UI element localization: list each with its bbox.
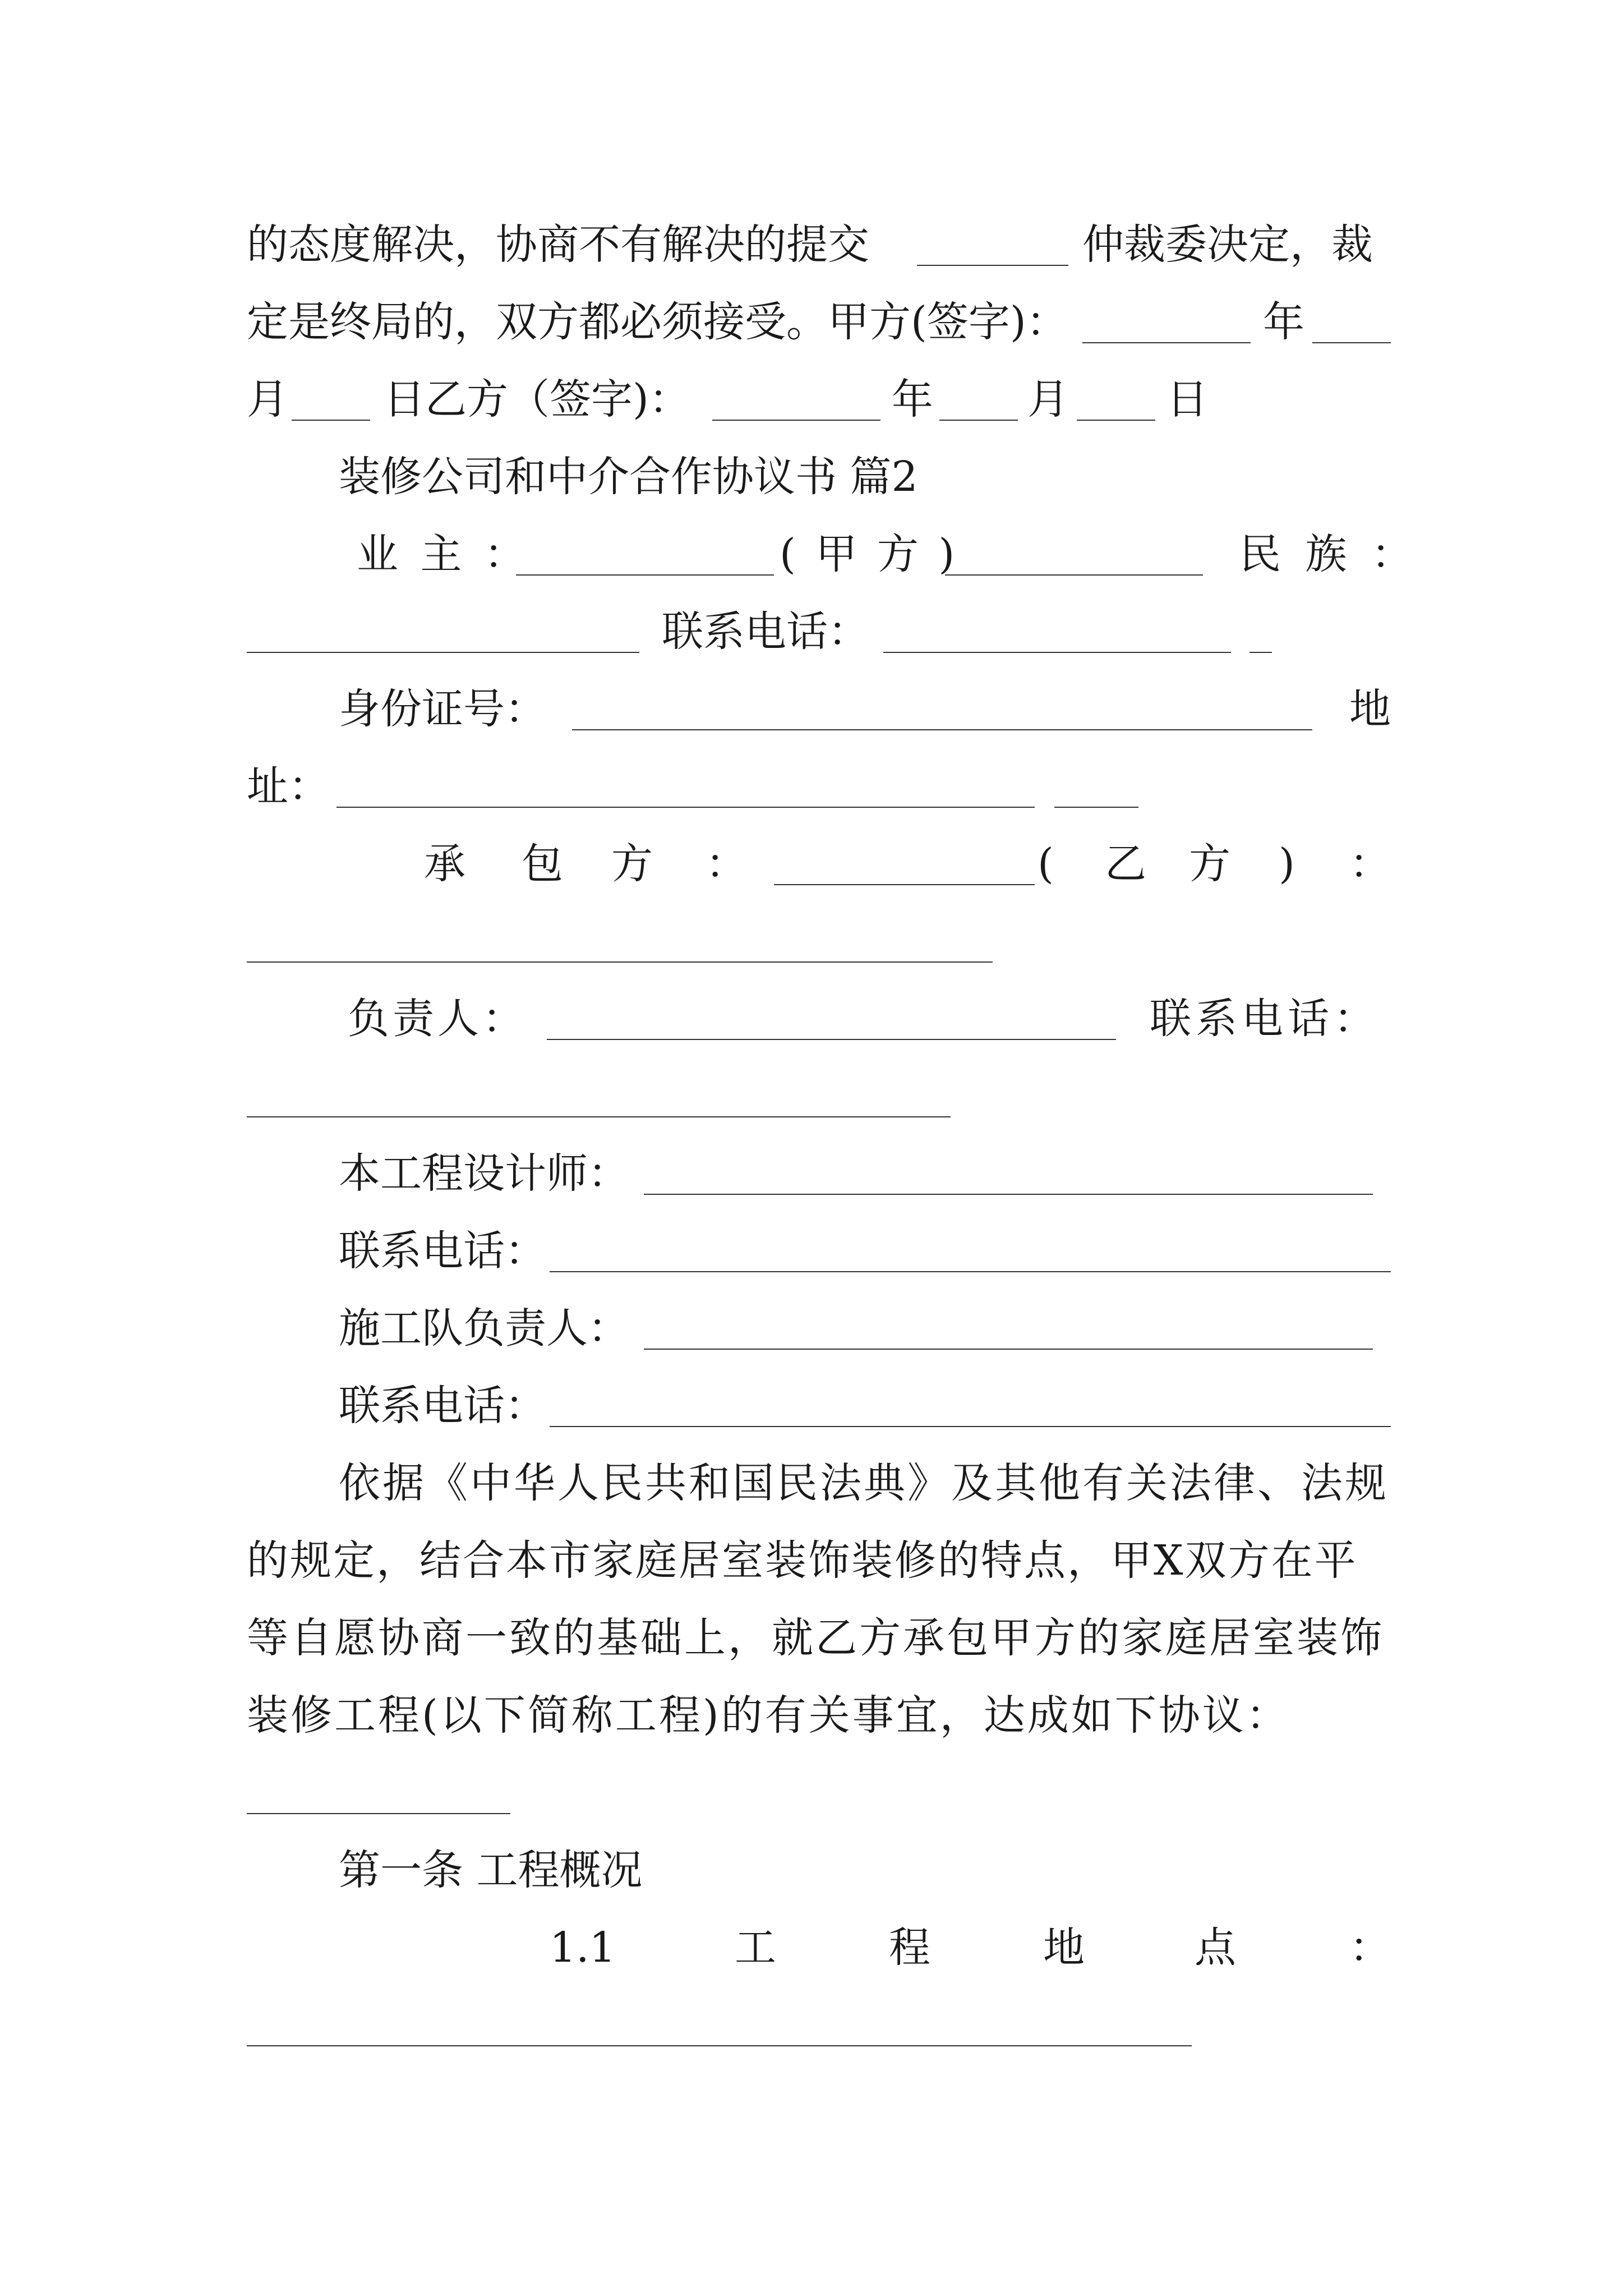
paragraph-line: [247, 1527, 1391, 1594]
paragraph-line: [247, 1682, 1391, 1749]
phone-label: 联系电话：: [339, 1227, 546, 1275]
party-a-label: ( 甲 方 ): [780, 530, 958, 578]
char: 包: [522, 840, 563, 888]
id-number-line: [247, 675, 1391, 743]
id-label: 身份证号：: [339, 685, 546, 733]
text-line: [247, 288, 1391, 356]
article-title: 第一条 工程概况: [339, 1846, 643, 1894]
blank-underline: [336, 807, 1035, 808]
crew-phone-line: [247, 1372, 1391, 1439]
blank-underline: [247, 2045, 1192, 2046]
address-label: 址：: [247, 762, 330, 811]
designer-line: [247, 1140, 1391, 1207]
blank-line: [247, 1991, 1391, 2059]
blank-underline: [516, 574, 774, 576]
char: 方: [611, 840, 653, 888]
article-heading: [247, 1837, 1391, 1904]
paragraph-line: [247, 1450, 1391, 1517]
blank-underline: [550, 1271, 1391, 1272]
phone-label: 联系电话：: [662, 608, 869, 656]
char: 方: [1189, 840, 1230, 888]
phone-label: 联系电话：: [339, 1382, 546, 1430]
char: 点: [1195, 1924, 1236, 1972]
owner-label: 业 主 ：: [357, 530, 531, 578]
text-segment: 地: [1349, 685, 1391, 733]
blank-underline: [572, 729, 1312, 730]
ethnicity-label: 民 族 ：: [1239, 530, 1419, 578]
blank-underline: [945, 574, 1203, 576]
text-segment: 仲裁委决定，裁: [1082, 220, 1373, 269]
paragraph-line: [247, 1604, 1391, 1672]
text-line: [247, 366, 1391, 433]
blank-underline: [550, 1426, 1391, 1427]
section-heading: [247, 443, 1391, 510]
blank-underline: [917, 265, 1068, 266]
char: 地: [1043, 1924, 1085, 1972]
paragraph-text: 依据《中华人民共和国民法典》及其他有关法律、法规: [339, 1459, 1389, 1507]
char: 乙: [1105, 840, 1146, 888]
manager-label: 负责人：: [348, 995, 527, 1043]
paragraph-text: 装修工程(以下简称工程)的有关事宜，达成如下协议：: [247, 1691, 1290, 1740]
owner-line: [247, 521, 1419, 588]
phone-label: 联系电话：: [1150, 995, 1380, 1043]
site-line: [247, 1914, 1391, 1981]
paragraph-text: 的规定，结合本市家庭居室装饰装修的特点，甲X双方在平: [247, 1536, 1358, 1585]
blank-line: [247, 1062, 1391, 1130]
blank-underline: [247, 1813, 510, 1814]
paragraph-text: 等自愿协商一致的基础上，就乙方承包甲方的家庭居室装饰: [247, 1614, 1384, 1662]
text-line: [247, 211, 1391, 278]
blank-underline: [1249, 652, 1272, 653]
blank-underline: [1082, 342, 1251, 343]
blank-underline: [292, 420, 370, 421]
char: 程: [889, 1924, 930, 1972]
text-segment: 年: [1263, 298, 1304, 346]
blank-underline: [1054, 807, 1138, 808]
blank-underline: [883, 652, 1231, 653]
crew-lead-line: [247, 1295, 1391, 1362]
blank-underline: [712, 420, 880, 421]
char: 工: [735, 1924, 776, 1972]
heading-text: 装修公司和中介合作协议书 篇2: [339, 453, 918, 501]
clause-number: 1.1: [550, 1924, 616, 1972]
text-segment: 定是终局的，双方都必须接受。甲方(签字)：: [247, 298, 1068, 346]
contractor-line: [247, 830, 1391, 898]
blank-underline: [644, 1194, 1373, 1195]
blank-line: [247, 1759, 1391, 1826]
char: 承: [424, 840, 465, 888]
char: ：: [1349, 840, 1391, 888]
blank-underline: [644, 1349, 1373, 1350]
text-segment: 日: [1166, 375, 1208, 424]
blank-underline: [547, 1039, 1116, 1040]
blank-underline: [247, 961, 993, 963]
char: ：: [706, 840, 747, 888]
blank-underline: [939, 420, 1018, 421]
owner-phone-line: [247, 598, 1391, 665]
text-segment: 月: [247, 375, 288, 424]
text-segment: 的态度解决，协商不有解决的提交: [247, 220, 869, 269]
designer-phone-line: [247, 1217, 1391, 1285]
designer-label: 本工程设计师：: [339, 1149, 629, 1198]
manager-line: [247, 985, 1391, 1052]
blank-underline: [1312, 342, 1391, 343]
char: (: [1038, 840, 1054, 888]
blank-underline: [247, 1116, 951, 1117]
char: ：: [1349, 1924, 1391, 1972]
text-segment: 年: [892, 375, 933, 424]
blank-underline: [1077, 420, 1155, 421]
address-line: [247, 753, 1391, 820]
blank-line: [247, 908, 1391, 975]
crew-lead-label: 施工队负责人：: [339, 1304, 629, 1352]
text-segment: 日乙方（签字)：: [384, 375, 690, 424]
text-segment: 月: [1027, 375, 1069, 424]
blank-underline: [774, 884, 1035, 885]
char: ): [1279, 840, 1295, 888]
blank-underline: [247, 652, 639, 653]
